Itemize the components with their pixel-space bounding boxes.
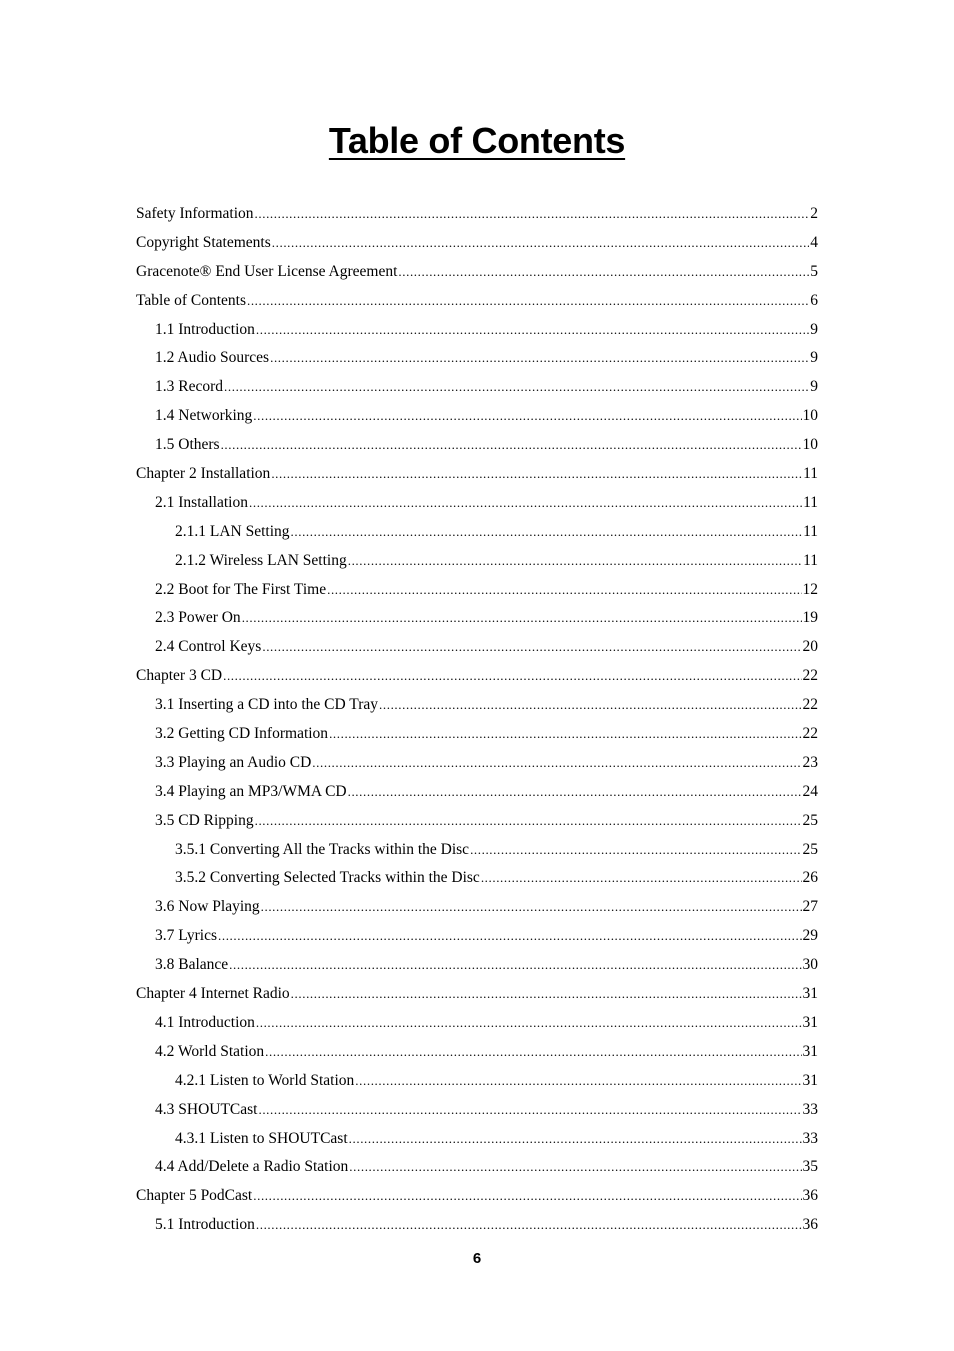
toc-dot-leader	[329, 722, 801, 746]
toc-entry[interactable]	[136, 722, 818, 751]
toc-dot-leader	[255, 809, 802, 833]
toc-entry[interactable]	[136, 982, 818, 1011]
toc-dot-leader	[265, 1040, 801, 1064]
toc-entry[interactable]	[136, 895, 818, 924]
toc-dot-leader	[262, 635, 801, 659]
toc-dot-leader	[272, 231, 809, 255]
page-number: 6	[472, 1250, 482, 1267]
toc-dot-leader	[398, 260, 809, 284]
toc-entry-page: 11	[803, 522, 818, 540]
toc-entry-label: 1.2 Audio Sources	[155, 349, 270, 367]
toc-entry-label: 3.5.1 Converting All the Tracks within the Disc	[175, 840, 470, 858]
toc-entry[interactable]	[136, 693, 818, 722]
toc-entry[interactable]	[136, 1011, 818, 1040]
toc-dot-leader	[312, 751, 801, 775]
toc-entry[interactable]	[136, 578, 818, 607]
toc-entry-page: 27	[802, 898, 818, 916]
toc-entry[interactable]	[136, 924, 818, 953]
toc-dot-leader	[258, 1098, 801, 1122]
toc-dot-leader	[271, 462, 802, 486]
toc-entry-page: 33	[802, 1129, 818, 1147]
toc-entry-label: Chapter 2 Installation	[136, 465, 271, 483]
toc-entry-label: 5.1 Introduction	[155, 1216, 255, 1234]
page-title: Table of Contents	[328, 120, 626, 161]
toc-entry-page: 4	[810, 233, 818, 251]
toc-entry-label: 2.1.2 Wireless LAN Setting	[175, 551, 347, 569]
toc-entry-label: 2.1.1 LAN Setting	[175, 522, 290, 540]
toc-entry[interactable]	[136, 433, 818, 462]
toc-dot-leader	[256, 318, 809, 342]
toc-entry[interactable]	[136, 953, 818, 982]
toc-entry[interactable]	[136, 606, 818, 635]
toc-dot-leader	[218, 924, 802, 948]
toc-entry-page: 10	[802, 436, 818, 454]
toc-dot-leader	[291, 982, 802, 1006]
toc-entry-label: 4.2 World Station	[155, 1042, 265, 1060]
toc-entry-page: 26	[802, 869, 818, 887]
toc-dot-leader	[327, 578, 801, 602]
toc-entry[interactable]	[136, 1213, 818, 1242]
toc-entry-label: 2.1 Installation	[155, 493, 248, 511]
toc-dot-leader	[221, 433, 802, 457]
toc-entry-page: 20	[802, 638, 818, 656]
toc-dot-leader	[291, 520, 803, 544]
toc-entry[interactable]	[136, 260, 818, 289]
toc-entry[interactable]	[136, 375, 818, 404]
toc-entry-label: Safety Information	[136, 205, 254, 222]
toc-entry[interactable]	[136, 202, 818, 231]
toc-entry-label: 3.4 Playing an MP3/WMA CD	[155, 782, 347, 800]
toc-dot-leader	[379, 693, 801, 717]
toc-entry-label: Copyright Statements	[136, 233, 271, 251]
toc-dot-leader	[253, 404, 801, 428]
toc-dot-leader	[348, 780, 802, 804]
toc-entry-page: 33	[802, 1100, 818, 1118]
toc-entry[interactable]	[136, 866, 818, 895]
toc-entry-page: 10	[802, 407, 818, 425]
toc-entry[interactable]	[136, 838, 818, 867]
toc-entry-label: 3.6 Now Playing	[155, 898, 260, 916]
toc-entry-page: 31	[802, 1013, 818, 1031]
toc-entry[interactable]	[136, 1040, 818, 1069]
toc-entry-label: 3.3 Playing an Audio CD	[155, 753, 312, 771]
toc-entry-label: 3.8 Balance	[155, 956, 229, 974]
toc-entry-page: 9	[810, 349, 818, 367]
toc-entry-label: 2.2 Boot for The First Time	[155, 580, 327, 598]
toc-entry-label: 1.5 Others	[155, 436, 220, 454]
toc-entry-page: 9	[810, 378, 818, 396]
toc-entry-page: 31	[802, 1042, 818, 1060]
toc-entry[interactable]	[136, 664, 818, 693]
toc-entry-page: 5	[810, 262, 818, 280]
toc-dot-leader	[256, 1011, 802, 1035]
toc-entry-page: 11	[803, 551, 818, 569]
toc-entry-label: Chapter 4 Internet Radio	[136, 985, 290, 1003]
toc-entry-page: 25	[802, 840, 818, 858]
toc-entry[interactable]	[136, 1069, 818, 1098]
toc-entry-label: 1.1 Introduction	[155, 320, 255, 338]
toc-dot-leader	[348, 549, 802, 573]
toc-entry-label: 4.3.1 Listen to SHOUTCast	[175, 1129, 348, 1147]
toc-dot-leader	[470, 838, 801, 862]
toc-entry-label: 4.3 SHOUTCast	[155, 1100, 258, 1118]
toc-dot-leader	[261, 895, 802, 919]
toc-entry[interactable]	[136, 520, 818, 549]
toc-entry-page: 36	[802, 1187, 818, 1205]
toc-dot-leader	[242, 606, 802, 630]
toc-entry-label: Gracenote® End User License Agreement	[136, 262, 398, 280]
toc-entry-label: Chapter 5 PodCast	[136, 1187, 253, 1205]
toc-dot-leader	[253, 1184, 801, 1208]
toc-dot-leader	[224, 375, 809, 399]
toc-entry-page: 22	[802, 725, 818, 743]
toc-entry-page: 25	[802, 811, 818, 829]
toc-entry-page: 24	[802, 782, 818, 800]
toc-entry[interactable]	[136, 289, 818, 318]
toc-entry-page: 9	[810, 320, 818, 338]
toc-entry-label: 3.7 Lyrics	[155, 927, 217, 945]
toc-entry-page: 11	[803, 465, 818, 483]
toc-entry-page: 30	[802, 956, 818, 974]
toc-entry-label: 1.4 Networking	[155, 407, 253, 425]
toc-entry-label: 3.2 Getting CD Information	[155, 725, 329, 743]
toc-entry[interactable]	[136, 318, 818, 347]
toc-entry[interactable]	[136, 1184, 818, 1213]
toc-entry-label: Chapter 3 CD	[136, 667, 223, 685]
toc-dot-leader	[349, 1127, 802, 1151]
toc-dot-leader	[355, 1069, 801, 1093]
toc-entry[interactable]	[136, 1155, 818, 1184]
toc-entry[interactable]	[136, 751, 818, 780]
toc-entry-page: 11	[803, 493, 818, 511]
toc-entry-label: 4.4 Add/Delete a Radio Station	[155, 1158, 349, 1176]
toc-entry-page: 35	[802, 1158, 818, 1176]
toc-entry[interactable]	[136, 462, 818, 491]
toc-entry-page: 22	[802, 696, 818, 714]
toc-list	[136, 202, 818, 1242]
toc-entry-label: 3.5 CD Ripping	[155, 811, 254, 829]
toc-entry-page: 36	[802, 1216, 818, 1234]
toc-entry-label: 2.3 Power On	[155, 609, 241, 627]
toc-entry[interactable]	[136, 404, 818, 433]
toc-entry-page: 31	[802, 985, 818, 1003]
toc-dot-leader	[255, 202, 810, 226]
toc-entry-label: Table of Contents	[136, 291, 246, 309]
toc-entry-label: 1.3 Record	[155, 378, 224, 396]
toc-entry-label: 2.4 Control Keys	[155, 638, 262, 656]
toc-dot-leader	[223, 664, 801, 688]
toc-dot-leader	[270, 346, 809, 370]
toc-entry-page: 6	[810, 291, 818, 309]
toc-entry-page: 29	[802, 927, 818, 945]
toc-dot-leader	[481, 866, 802, 890]
toc-entry[interactable]	[136, 231, 818, 260]
toc-entry-page: 23	[802, 753, 818, 771]
toc-dot-leader	[229, 953, 801, 977]
toc-entry-label: 3.5.2 Converting Selected Tracks within the Disc	[175, 869, 480, 887]
toc-entry[interactable]	[136, 809, 818, 838]
toc-entry-page: 31	[802, 1071, 818, 1089]
toc-dot-leader	[256, 1213, 802, 1237]
toc-entry-label: 4.1 Introduction	[155, 1013, 255, 1031]
toc-entry[interactable]	[136, 1127, 818, 1156]
toc-entry-label: 4.2.1 Listen to World Station	[175, 1071, 355, 1089]
toc-entry[interactable]	[136, 635, 818, 664]
toc-dot-leader	[349, 1155, 801, 1179]
toc-entry[interactable]	[136, 1098, 818, 1127]
toc-entry[interactable]	[136, 491, 818, 520]
toc-dot-leader	[249, 491, 802, 515]
toc-entry[interactable]	[136, 780, 818, 809]
toc-entry-page: 19	[802, 609, 818, 627]
toc-entry[interactable]	[136, 346, 818, 375]
toc-entry[interactable]	[136, 549, 818, 578]
toc-entry-page: 2	[810, 205, 818, 222]
toc-entry-page: 22	[802, 667, 818, 685]
toc-dot-leader	[247, 289, 809, 313]
toc-entry-page: 12	[802, 580, 818, 598]
toc-entry-label: 3.1 Inserting a CD into the CD Tray	[155, 696, 379, 714]
